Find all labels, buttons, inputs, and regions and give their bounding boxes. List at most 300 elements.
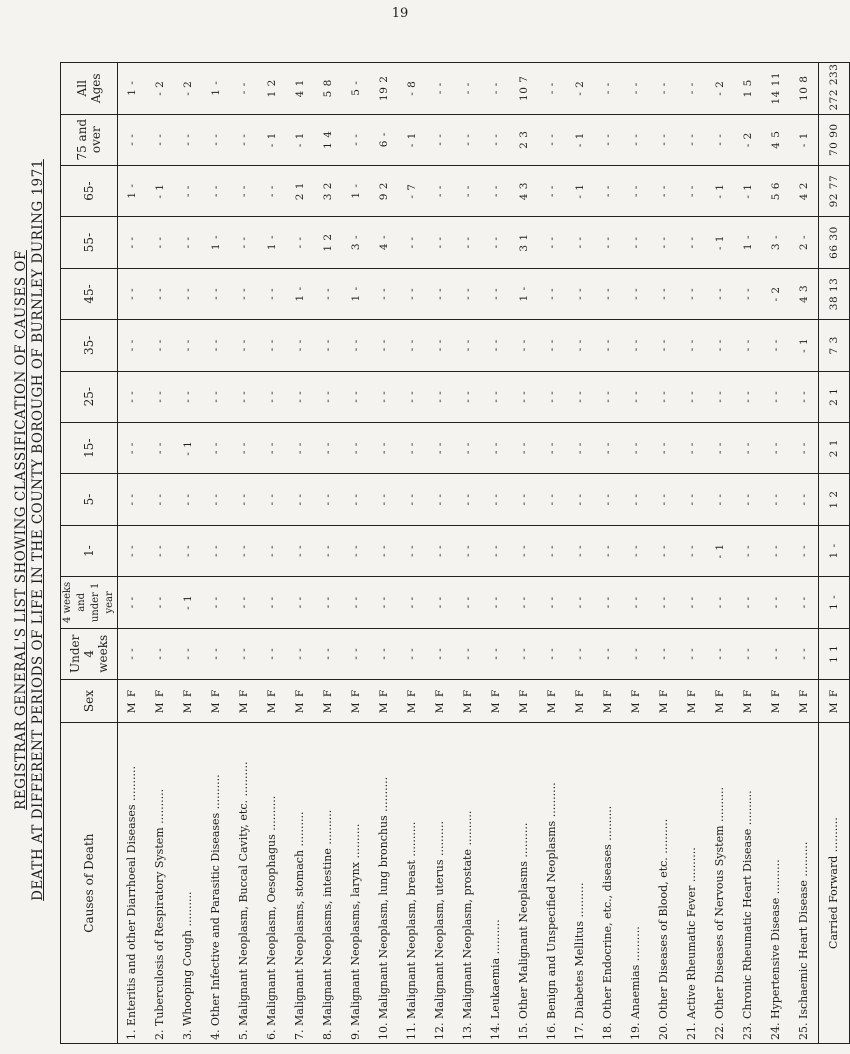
cell-age-55: - -: [398, 217, 426, 268]
cell-age-1: - -: [734, 525, 762, 576]
cell-all-ages: - -: [454, 63, 482, 115]
cell-4-weeks-1-year: - -: [118, 577, 147, 628]
cell-cause: 17. Diabetes Mellitus ..........: [566, 723, 594, 1044]
cell-age-1: - -: [370, 525, 398, 576]
cell-age-25: - -: [706, 371, 734, 422]
cell-age-35: - -: [342, 320, 370, 371]
cell-age-45: 4 3: [790, 268, 819, 319]
cell-age-5: - -: [678, 474, 706, 525]
cell-age-15: - -: [398, 422, 426, 473]
header-age-15: 15-: [61, 422, 118, 473]
cell-age-5: - -: [202, 474, 230, 525]
cell-age-1: - -: [286, 525, 314, 576]
cell-age-55: - -: [678, 217, 706, 268]
cell-cause: 22. Other Diseases of Nervous System ..........: [706, 723, 734, 1044]
cell-age-25: - -: [258, 371, 286, 422]
cell-age-35: - -: [538, 320, 566, 371]
cell-cause: 18. Other Endocrine, etc., diseases ..........: [594, 723, 622, 1044]
cell-age-75-over: 1 4: [314, 114, 342, 165]
cell-age-1: - -: [202, 525, 230, 576]
cell-age-75-over: - 1: [258, 114, 286, 165]
cell-age-45: - -: [650, 268, 678, 319]
cell-under-4-weeks: - -: [398, 628, 426, 679]
cell-age-15: - -: [370, 422, 398, 473]
cell-age-35: - -: [370, 320, 398, 371]
cell-cause: 8. Malignant Neoplasms, intestine ..........: [314, 723, 342, 1044]
cell-age-55: - -: [538, 217, 566, 268]
table-row: [734, 63, 762, 1044]
cell-sex: M F: [650, 679, 678, 722]
cell-cause: 16. Benign and Unspecified Neoplasms ..........: [538, 723, 566, 1044]
cell-age-1: - -: [342, 525, 370, 576]
cell-all-ages: - -: [426, 63, 454, 115]
cell-all-ages: - -: [230, 63, 258, 115]
cell-age-65: - -: [426, 165, 454, 216]
cell-age-45: - -: [734, 268, 762, 319]
table-row: [594, 63, 622, 1044]
cell-age-5: - -: [538, 474, 566, 525]
cell-age-65: - -: [258, 165, 286, 216]
cell-age-45: - -: [454, 268, 482, 319]
cell-age-5: - -: [426, 474, 454, 525]
cell-age-15: - -: [482, 422, 510, 473]
cell-under-4-weeks: - -: [510, 628, 538, 679]
cell-all-ages: - -: [538, 63, 566, 115]
cell-age-75-over: - 1: [286, 114, 314, 165]
carried-forward-age-25: 2 1: [819, 371, 850, 422]
cell-age-25: - -: [230, 371, 258, 422]
cell-age-1: - -: [510, 525, 538, 576]
cell-age-35: - -: [678, 320, 706, 371]
cell-sex: M F: [538, 679, 566, 722]
cell-sex: M F: [174, 679, 202, 722]
cell-sex: M F: [342, 679, 370, 722]
cell-age-45: - -: [482, 268, 510, 319]
cell-sex: M F: [678, 679, 706, 722]
cell-age-65: 2 1: [286, 165, 314, 216]
table-row: [790, 63, 819, 1044]
table-body: [118, 63, 819, 1044]
cell-all-ages: 5 -: [342, 63, 370, 115]
cell-age-15: - -: [762, 422, 790, 473]
carried-forward-all-ages: 272 233: [819, 63, 850, 115]
cell-age-15: - -: [622, 422, 650, 473]
cell-age-5: - -: [510, 474, 538, 525]
cell-under-4-weeks: - -: [594, 628, 622, 679]
cell-under-4-weeks: - -: [370, 628, 398, 679]
cell-all-ages: - 2: [706, 63, 734, 115]
cell-age-35: - -: [258, 320, 286, 371]
carried-forward-4-weeks-1-year: 1 -: [819, 577, 850, 628]
cell-age-25: - -: [510, 371, 538, 422]
cell-cause: 7. Malignant Neoplasms, stomach ..........: [286, 723, 314, 1044]
table-row: [398, 63, 426, 1044]
table-row: [678, 63, 706, 1044]
cell-age-55: - -: [622, 217, 650, 268]
cell-age-1: - -: [538, 525, 566, 576]
cell-age-65: 1 -: [342, 165, 370, 216]
table-row: [706, 63, 734, 1044]
cell-age-15: - -: [706, 422, 734, 473]
cell-age-55: - -: [174, 217, 202, 268]
cell-age-1: - -: [230, 525, 258, 576]
header-cause: Causes of Death: [61, 723, 118, 1044]
cell-age-55: 3 -: [342, 217, 370, 268]
carried-forward-row: [819, 63, 850, 1044]
cell-age-65: - -: [594, 165, 622, 216]
cell-age-35: - -: [762, 320, 790, 371]
cell-age-15: - -: [146, 422, 174, 473]
header-age-65: 65-: [61, 165, 118, 216]
cell-age-5: - -: [118, 474, 147, 525]
cell-age-45: 1 -: [510, 268, 538, 319]
cell-4-weeks-1-year: - -: [398, 577, 426, 628]
cell-sex: M F: [622, 679, 650, 722]
cell-all-ages: 14 11: [762, 63, 790, 115]
cell-under-4-weeks: - -: [454, 628, 482, 679]
cell-age-65: 1 -: [118, 165, 147, 216]
cell-age-75-over: - -: [230, 114, 258, 165]
causes-of-death-table-wrapper: [60, 62, 840, 1044]
cell-under-4-weeks: - -: [734, 628, 762, 679]
cell-age-45: - -: [398, 268, 426, 319]
cell-cause: 10. Malignant Neoplasm, lung bronchus ..........: [370, 723, 398, 1044]
cell-age-25: - -: [594, 371, 622, 422]
cell-age-75-over: - -: [454, 114, 482, 165]
cell-age-5: - -: [790, 474, 819, 525]
table-row: [510, 63, 538, 1044]
cell-under-4-weeks: - -: [146, 628, 174, 679]
cell-age-35: - -: [454, 320, 482, 371]
cell-4-weeks-1-year: - -: [678, 577, 706, 628]
cell-all-ages: - 2: [566, 63, 594, 115]
cell-age-15: - -: [650, 422, 678, 473]
cell-age-45: - -: [706, 268, 734, 319]
cell-age-15: - -: [202, 422, 230, 473]
cell-cause: 11. Malignant Neoplasm, breast ..........: [398, 723, 426, 1044]
carried-forward-age-65: 92 77: [819, 165, 850, 216]
table-row: [230, 63, 258, 1044]
cell-age-25: - -: [370, 371, 398, 422]
header-age-45: 45-: [61, 268, 118, 319]
cell-age-65: - -: [650, 165, 678, 216]
cell-sex: M F: [594, 679, 622, 722]
cell-sex: M F: [118, 679, 147, 722]
cell-age-35: - -: [314, 320, 342, 371]
cell-under-4-weeks: - -: [538, 628, 566, 679]
cell-4-weeks-1-year: - -: [566, 577, 594, 628]
cell-age-65: - -: [230, 165, 258, 216]
cell-under-4-weeks: - -: [118, 628, 147, 679]
cell-age-35: - -: [202, 320, 230, 371]
carried-forward-age-45: 38 13: [819, 268, 850, 319]
cell-age-35: - -: [286, 320, 314, 371]
causes-of-death-table: [60, 62, 850, 1044]
cell-4-weeks-1-year: - -: [286, 577, 314, 628]
cell-age-5: - -: [706, 474, 734, 525]
cell-all-ages: 19 2: [370, 63, 398, 115]
cell-age-15: - -: [118, 422, 147, 473]
cell-age-35: - -: [510, 320, 538, 371]
cell-age-55: 2 -: [790, 217, 819, 268]
cell-age-65: - -: [538, 165, 566, 216]
cell-age-75-over: - -: [538, 114, 566, 165]
cell-age-35: - -: [230, 320, 258, 371]
cell-age-5: - -: [594, 474, 622, 525]
cell-age-1: - 1: [706, 525, 734, 576]
cell-age-65: - -: [482, 165, 510, 216]
table-row: [566, 63, 594, 1044]
cell-age-5: - -: [174, 474, 202, 525]
cell-age-1: - -: [314, 525, 342, 576]
cell-age-25: - -: [790, 371, 819, 422]
cell-age-45: 1 -: [342, 268, 370, 319]
cell-cause: 14. Leukaemia ..........: [482, 723, 510, 1044]
cell-sex: M F: [370, 679, 398, 722]
cell-age-25: - -: [202, 371, 230, 422]
cell-all-ages: - -: [622, 63, 650, 115]
cell-4-weeks-1-year: - -: [370, 577, 398, 628]
cell-all-ages: - -: [678, 63, 706, 115]
header-age-75-over: 75 and over: [61, 114, 118, 165]
title-line-2: DEATH AT DIFFERENT PERIODS OF LIFE IN THE COUNTY BOROUGH OF BURNLEY DURING 1971: [30, 159, 46, 901]
cell-age-1: - -: [118, 525, 147, 576]
cell-age-75-over: - 2: [734, 114, 762, 165]
table-row: [258, 63, 286, 1044]
cell-age-5: - -: [650, 474, 678, 525]
cell-age-15: - -: [286, 422, 314, 473]
cell-age-55: 3 1: [510, 217, 538, 268]
cell-all-ages: 1 -: [202, 63, 230, 115]
cell-age-35: - -: [482, 320, 510, 371]
cell-age-45: - -: [314, 268, 342, 319]
cell-age-15: - -: [314, 422, 342, 473]
cell-all-ages: 1 5: [734, 63, 762, 115]
cell-under-4-weeks: - -: [482, 628, 510, 679]
cell-sex: M F: [510, 679, 538, 722]
cell-under-4-weeks: - -: [678, 628, 706, 679]
cell-age-25: - -: [482, 371, 510, 422]
cell-age-55: - -: [118, 217, 147, 268]
cell-all-ages: 1 2: [258, 63, 286, 115]
cell-age-5: - -: [734, 474, 762, 525]
table-row: [118, 63, 147, 1044]
cell-age-5: - -: [342, 474, 370, 525]
cell-age-5: - -: [454, 474, 482, 525]
cell-age-15: - -: [454, 422, 482, 473]
cell-age-5: - -: [762, 474, 790, 525]
carried-forward-age-1: 1 -: [819, 525, 850, 576]
cell-all-ages: - -: [482, 63, 510, 115]
cell-age-15: - -: [594, 422, 622, 473]
cell-cause: 9. Malignant Neoplasms, larynx ..........: [342, 723, 370, 1044]
cell-all-ages: 1 -: [118, 63, 147, 115]
cell-age-75-over: 6 -: [370, 114, 398, 165]
cell-age-1: - -: [678, 525, 706, 576]
header-age-5: 5-: [61, 474, 118, 525]
cell-age-45: - -: [370, 268, 398, 319]
cell-all-ages: 10 8: [790, 63, 819, 115]
cell-age-65: 5 6: [762, 165, 790, 216]
cell-cause: 12. Malignant Neoplasm, uterus ..........: [426, 723, 454, 1044]
cell-age-5: - -: [566, 474, 594, 525]
table-row: [174, 63, 202, 1044]
cell-age-15: - -: [342, 422, 370, 473]
cell-under-4-weeks: - -: [258, 628, 286, 679]
cell-age-35: - -: [650, 320, 678, 371]
cell-age-35: - -: [146, 320, 174, 371]
cell-sex: M F: [482, 679, 510, 722]
cell-4-weeks-1-year: - 1: [174, 577, 202, 628]
cell-4-weeks-1-year: - -: [762, 577, 790, 628]
cell-under-4-weeks: - -: [202, 628, 230, 679]
cell-age-55: - -: [230, 217, 258, 268]
cell-age-25: - -: [314, 371, 342, 422]
cell-age-1: - -: [650, 525, 678, 576]
cell-age-75-over: - 1: [790, 114, 819, 165]
cell-age-55: - -: [426, 217, 454, 268]
cell-cause: 23. Chronic Rheumatic Heart Disease ..........: [734, 723, 762, 1044]
cell-age-55: - -: [482, 217, 510, 268]
cell-sex: M F: [258, 679, 286, 722]
cell-all-ages: - 2: [146, 63, 174, 115]
table-header-row: [61, 63, 118, 1044]
cell-age-15: - -: [258, 422, 286, 473]
cell-4-weeks-1-year: - -: [790, 577, 819, 628]
cell-age-65: - -: [454, 165, 482, 216]
header-age-35: 35-: [61, 320, 118, 371]
cell-age-45: - 2: [762, 268, 790, 319]
cell-under-4-weeks: - -: [286, 628, 314, 679]
cell-age-15: - -: [510, 422, 538, 473]
cell-all-ages: - 8: [398, 63, 426, 115]
cell-age-5: - -: [146, 474, 174, 525]
cell-age-65: 3 2: [314, 165, 342, 216]
cell-age-25: - -: [566, 371, 594, 422]
cell-age-75-over: - -: [482, 114, 510, 165]
cell-sex: M F: [398, 679, 426, 722]
cell-age-65: - 1: [146, 165, 174, 216]
cell-age-15: - -: [426, 422, 454, 473]
cell-age-25: - -: [118, 371, 147, 422]
cell-age-1: - -: [174, 525, 202, 576]
cell-age-75-over: - -: [342, 114, 370, 165]
cell-age-45: - -: [594, 268, 622, 319]
cell-age-45: - -: [230, 268, 258, 319]
cell-age-45: - -: [174, 268, 202, 319]
cell-sex: M F: [426, 679, 454, 722]
cell-sex: M F: [790, 679, 819, 722]
cell-age-1: - -: [146, 525, 174, 576]
cell-age-1: - -: [398, 525, 426, 576]
cell-age-5: - -: [370, 474, 398, 525]
cell-age-5: - -: [286, 474, 314, 525]
cell-sex: M F: [762, 679, 790, 722]
cell-age-35: - -: [594, 320, 622, 371]
cell-age-75-over: - -: [118, 114, 147, 165]
cell-cause: 13. Malignant Neoplasm, prostate ..........: [454, 723, 482, 1044]
cell-age-45: - -: [426, 268, 454, 319]
cell-sex: M F: [286, 679, 314, 722]
cell-age-25: - -: [286, 371, 314, 422]
cell-under-4-weeks: - -: [174, 628, 202, 679]
cell-under-4-weeks: - -: [566, 628, 594, 679]
table-row: [650, 63, 678, 1044]
header-age-55: 55-: [61, 217, 118, 268]
cell-age-15: - -: [734, 422, 762, 473]
cell-age-25: - -: [146, 371, 174, 422]
cell-4-weeks-1-year: - -: [482, 577, 510, 628]
cell-4-weeks-1-year: - -: [146, 577, 174, 628]
cell-age-35: - -: [734, 320, 762, 371]
carried-forward-age-55: 66 30: [819, 217, 850, 268]
cell-4-weeks-1-year: - -: [258, 577, 286, 628]
cell-age-65: - -: [202, 165, 230, 216]
cell-4-weeks-1-year: - -: [706, 577, 734, 628]
cell-age-35: - -: [706, 320, 734, 371]
cell-age-65: - 7: [398, 165, 426, 216]
cell-cause: 21. Active Rheumatic Fever ..........: [678, 723, 706, 1044]
table-row: [342, 63, 370, 1044]
cell-age-15: - 1: [174, 422, 202, 473]
carried-forward-under-4-weeks: 1 1: [819, 628, 850, 679]
cell-age-5: - -: [314, 474, 342, 525]
cell-all-ages: 5 8: [314, 63, 342, 115]
cell-age-65: 4 2: [790, 165, 819, 216]
cell-cause: 2. Tuberculosis of Respiratory System ..........: [146, 723, 174, 1044]
cell-cause: 25. Ischaemic Heart Disease ..........: [790, 723, 819, 1044]
cell-age-55: - -: [566, 217, 594, 268]
cell-age-15: - -: [566, 422, 594, 473]
table-row: [314, 63, 342, 1044]
cell-age-75-over: - 1: [566, 114, 594, 165]
cell-age-35: - 1: [790, 320, 819, 371]
header-4-weeks-1-year: 4 weeks and under 1 year: [61, 577, 118, 628]
cell-age-1: - -: [426, 525, 454, 576]
table-row: [482, 63, 510, 1044]
cell-age-25: - -: [398, 371, 426, 422]
cell-age-55: 1 -: [734, 217, 762, 268]
cell-sex: M F: [230, 679, 258, 722]
header-under-4-weeks: Under 4 weeks: [61, 628, 118, 679]
cell-age-55: - -: [594, 217, 622, 268]
cell-age-1: - -: [258, 525, 286, 576]
cell-under-4-weeks: - -: [706, 628, 734, 679]
carried-forward-age-35: 7 3: [819, 320, 850, 371]
header-all-ages: All Ages: [61, 63, 118, 115]
cell-under-4-weeks: - -: [762, 628, 790, 679]
cell-4-weeks-1-year: - -: [230, 577, 258, 628]
cell-all-ages: - 2: [174, 63, 202, 115]
table-row: [286, 63, 314, 1044]
cell-age-75-over: - -: [622, 114, 650, 165]
cell-age-25: - -: [650, 371, 678, 422]
cell-age-25: - -: [174, 371, 202, 422]
cell-cause: 6. Malignant Neoplasm, Oesophagus ..........: [258, 723, 286, 1044]
cell-cause: 3. Whooping Cough ..........: [174, 723, 202, 1044]
cell-age-55: - -: [146, 217, 174, 268]
cell-age-45: 1 -: [286, 268, 314, 319]
cell-age-1: - -: [482, 525, 510, 576]
table-row: [426, 63, 454, 1044]
table-row: [202, 63, 230, 1044]
cell-age-25: - -: [342, 371, 370, 422]
cell-age-55: 1 -: [258, 217, 286, 268]
cell-cause: 5. Malignant Neoplasm, Buccal Cavity, etc. ..........: [230, 723, 258, 1044]
cell-age-75-over: 4 5: [762, 114, 790, 165]
cell-age-1: - -: [566, 525, 594, 576]
cell-under-4-weeks: - -: [314, 628, 342, 679]
